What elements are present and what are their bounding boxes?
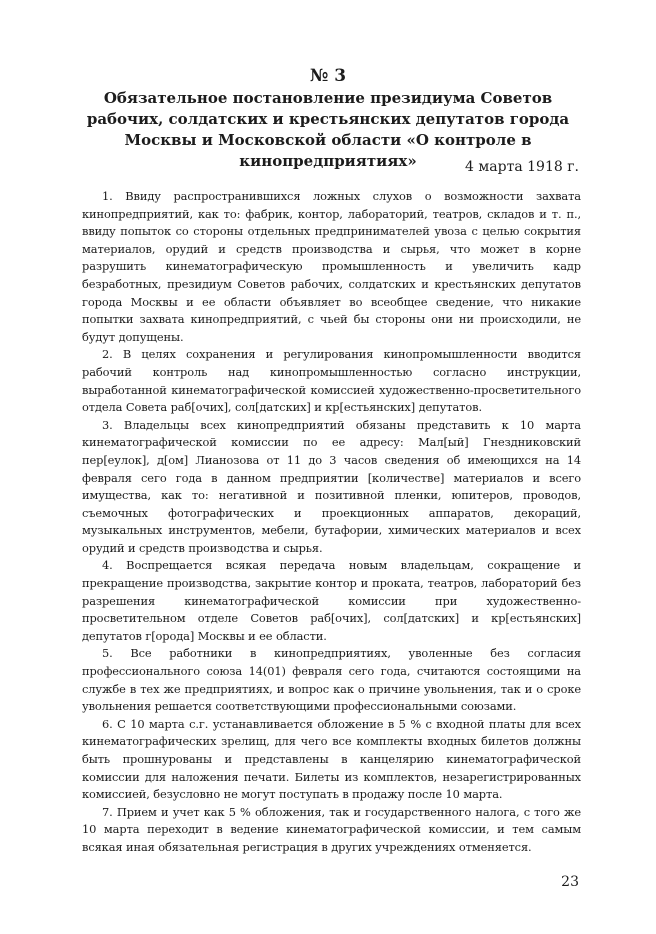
paragraph-7: 7. Прием и учет как 5 % обложения, так и государственного налога, с того же 10 марта переходит в ведение кинематографической комиссии, и тем самым всякая иная обязательная регистрация в других учреждениях отменяется. (82, 804, 581, 854)
paragraph-4: 4. Воспрещается всякая передача новым владельцам, сокращение и прекращение производства, закрытие контор и проката, театров, лабораторий без разрешения кинематографической комиссии при художественно-просветительном отделе Советов раб[очих], сол[датских] и кр[естьянских] депутатов г[орода] Москвы и ее области. (82, 558, 581, 643)
page-number: 23 (561, 874, 579, 890)
paragraph-1: 1. Ввиду распространившихся ложных слухов о возможности захвата кинопредприятий, как то: фабрик, контор, лабораторий, театров, складов и т. п., ввиду попыток со стороны отдельных предпринимателей увоза с целью сокрытия материалов, орудий и средств производства и сырья, что может в корне разрушить кинематографическую промышленность и увеличить кадр безработных, президиум Советов рабочих, солдатских и крестьянских депутатов города Москвы и ее области объявляет во всеобщее сведение, что никакие попытки захвата кинопредприятий, с чьей бы стороны они ни происходили, не будут допущены. (82, 189, 581, 344)
document-body (82, 188, 581, 857)
paragraph-2: 2. В целях сохранения и регулирования кинопромышленности вводится рабочий контроль над кинопромышленностью согласно инструкции, выработанной кинематографической комиссией художественно-просветительного отдела Совета раб[очих], сол[датских] и кр[естьянских] депутатов. (82, 347, 581, 415)
paragraph-6: 6. С 10 марта с.г. устанавливается обложение в 5 % с входной платы для всех кинематографических зрелищ, для чего все комплекты входных билетов должны быть прошнурованы и представлены в канцелярию кинематографической комиссии для наложения печати. Билеты из комплектов, незарегистрированных комиссией, безусловно не могут поступать в продажу после 10 марта. (82, 716, 581, 802)
document-date: 4 марта 1918 г. (465, 159, 579, 175)
paragraph-3: 3. Владельцы всех кинопредприятий обязаны представить к 10 марта кинематографической комиссии по ее адресу: Мал[ый] Гнездниковский пер[еулок], д[ом] Лианозова от 11 до 3 часов сведения об имеющихся на 14 февраля сего года в данном предприятии [количестве] материалов и всего имущества, как то: негативной и позитивной пленки, юпитеров, проводов, съемочных фотографических и проекционных аппаратов, декораций, музыкальных инструментов, мебели, бутафории, химических материалов и всех орудий и средств производства и сырья. (82, 417, 581, 555)
document-title: Обязательное постановление президиума Советов рабочих, солдатских и крестьянских депутатов города Москвы и Московской области «О контроле в кинопредприятиях» (86, 89, 570, 170)
document-number: № 3 (309, 66, 347, 86)
paragraph-5: 5. Все работники в кинопредприятиях, уволенные без согласия профессионального союза 14(01) февраля сего года, считаются состоящими на службе в тех же предприятиях, и вопрос как о причине увольнения, так и о сроке увольнения решается соответствующими профессиональными союзами. (82, 646, 581, 714)
